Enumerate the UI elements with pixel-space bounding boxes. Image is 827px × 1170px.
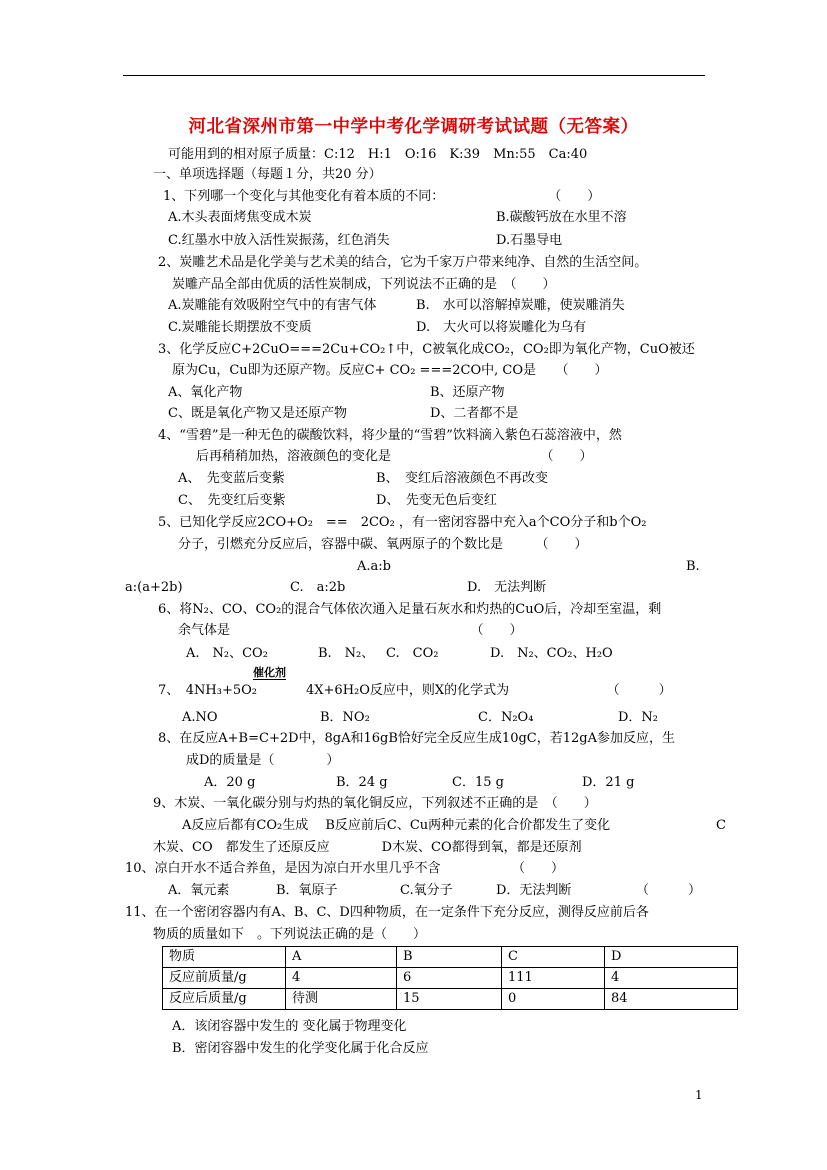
table-cell: 物质 bbox=[163, 947, 286, 968]
option-9cd: 木炭、CO 都发生了还原反应 D木炭、CO都得到氧，都是还原剂 bbox=[153, 840, 582, 855]
table-cell: 0 bbox=[502, 989, 605, 1010]
question-5: 5、已知化学反应2CO+O₂ == 2CO₂ ，有一密闭容器中充入a个CO分子和b个O₂ bbox=[158, 515, 647, 530]
table-cell: 4 bbox=[605, 968, 738, 989]
table-row bbox=[163, 989, 738, 1010]
option-8c: C．15 g bbox=[452, 775, 504, 790]
catalyst-label: 催化剂 bbox=[253, 666, 286, 679]
option-2d: D. 大火可以将炭雕化为乌有 bbox=[416, 320, 587, 335]
question-5-cont: 分子，引燃充分反应后，容器中碳、氧两原子的个数比是 （ ） bbox=[178, 537, 588, 552]
option-5b-label: B. bbox=[686, 559, 700, 574]
question-11-cont: 物质的质量如下 。下列说法正确的是（ ） bbox=[153, 927, 427, 942]
option-1c: C.红墨水中放入活性炭振荡，红色消失 bbox=[168, 233, 390, 248]
question-6: 6、将N₂、CO、CO₂的混合气体依次通入足量石灰水和灼热的CuO后，冷却至室温，剩 bbox=[158, 602, 662, 617]
option-10b: B．氧原子 bbox=[276, 883, 338, 898]
option-5b: a:(a+2b) bbox=[125, 580, 183, 595]
question-2-cont: 炭雕产品全部由优质的活性炭制成，下列说法不正确的是 （ ） bbox=[172, 277, 556, 292]
option-7c: C．N₂O₄ bbox=[478, 710, 534, 725]
question-7-left: 7、 4NH₃+5O₂ bbox=[158, 683, 257, 698]
option-6b: B. N₂、 bbox=[318, 646, 375, 661]
table-cell: 84 bbox=[605, 989, 738, 1010]
option-6c: C. CO₂ bbox=[386, 646, 439, 661]
option-9ab: A反应后都有CO₂生成 B反应前后C、Cu两种元素的化合价都发生了变化 bbox=[182, 818, 611, 833]
table-cell: C bbox=[502, 947, 605, 968]
question-3-cont: 原为Cu，Cu即为还原产物。反应C+ CO₂ ===2CO中, CO是 （ ） bbox=[172, 363, 608, 378]
option-4b: B、 变红后溶液颜色不再改变 bbox=[376, 471, 549, 486]
option-3c: C、既是氧化产物又是还原产物 bbox=[168, 406, 347, 421]
table-cell: 4 bbox=[286, 968, 397, 989]
header-rule bbox=[123, 75, 705, 76]
question-9: 9、木炭、一氧化碳分别与灼热的氧化铜反应，下列叙述不正确的是 （ ） bbox=[153, 796, 597, 811]
question-3: 3、化学反应C+2CuO===2Cu+CO₂↑中，C被氧化成CO₂，CO₂即为氧化产物，CuO被还 bbox=[158, 342, 695, 357]
option-7d: D．N₂ bbox=[618, 710, 659, 725]
option-8b: B．24 g bbox=[336, 775, 388, 790]
table-cell: 111 bbox=[502, 968, 605, 989]
table-cell: 6 bbox=[397, 968, 502, 989]
option-4a: A、 先变蓝后变紫 bbox=[178, 471, 285, 486]
option-4c: C、 先变红后变紫 bbox=[178, 493, 286, 508]
question-2: 2、炭雕艺术品是化学美与艺术美的结合，它为千家万户带来纯净、自然的生活空间。 bbox=[158, 255, 648, 270]
table-header-row bbox=[163, 947, 738, 968]
mass-table bbox=[162, 946, 738, 1010]
question-8: 8、在反应A+B=C+2D中，8gA和16gB恰好完全反应生成10gC，若12gA参加反应，生 bbox=[158, 731, 675, 746]
option-5a: A.a:b bbox=[357, 559, 391, 574]
question-11: 11、在一个密闭容器内有A、B、C、D四种物质，在一定条件下充分反应，测得反应前后各 bbox=[125, 905, 649, 920]
option-10d: D．无法判断 bbox=[496, 883, 572, 898]
page-number: 1 bbox=[695, 1088, 703, 1102]
option-11b: B．密闭容器中发生的化学变化属于化合反应 bbox=[172, 1041, 429, 1056]
option-8a: A．20 g bbox=[204, 775, 256, 790]
question-10: 10、凉白开水不适合养鱼，是因为凉白开水里几乎不含 （ ） bbox=[125, 861, 565, 876]
option-2c: C.炭雕能长期摆放不变质 bbox=[168, 320, 312, 335]
section-heading: 一、单项选择题（每题１分，共20 分） bbox=[153, 167, 382, 182]
option-7b: B．NO₂ bbox=[320, 710, 370, 725]
option-1d: D.石墨导电 bbox=[496, 233, 563, 248]
table-cell: 反应前质量/g bbox=[163, 968, 286, 989]
option-8d: D．21 g bbox=[582, 775, 635, 790]
option-5d: D. 无法判断 bbox=[467, 580, 547, 595]
option-7a: A.NO bbox=[182, 710, 218, 725]
option-1b: B.碳酸钙放在水里不溶 bbox=[496, 210, 627, 225]
table-cell: 反应后质量/g bbox=[163, 989, 286, 1010]
option-3b: B、还原产物 bbox=[430, 385, 505, 400]
option-3d: D、二者都不是 bbox=[430, 406, 519, 421]
question-7-right: 4X+6H₂O反应中，则X的化学式为 （ ） bbox=[306, 683, 672, 698]
table-cell: B bbox=[397, 947, 502, 968]
answer-blank-10: （ ） bbox=[636, 883, 702, 898]
question-1: 1、下列哪一个变化与其他变化有着本质的不同： （ ） bbox=[163, 189, 601, 204]
option-2a: A.炭雕能有效吸附空气中的有害气体 bbox=[168, 298, 377, 313]
option-3a: A、氧化产物 bbox=[168, 385, 243, 400]
table-cell: 待测 bbox=[286, 989, 397, 1010]
question-4-cont: 后再稍稍加热，溶液颜色的变化是 （ ） bbox=[196, 449, 593, 464]
table-cell: 15 bbox=[397, 989, 502, 1010]
question-4: 4、“雪碧”是一种无色的碳酸饮料，将少量的“雪碧”饮料滴入紫色石蕊溶液中，然 bbox=[158, 428, 622, 443]
question-8-cont: 成D的质量是（ ） bbox=[186, 753, 340, 768]
option-10c: C.氧分子 bbox=[400, 883, 453, 898]
page-title: 河北省深州市第一中学中考化学调研考试试题（无答案） bbox=[188, 117, 639, 137]
option-4d: D、 先变无色后变红 bbox=[376, 493, 497, 508]
question-6-cont: 余气体是 （ ） bbox=[178, 623, 523, 638]
table-row bbox=[163, 968, 738, 989]
atomic-masses: 可能用到的相对原子质量：C:12 H:1 O:16 K:39 Mn:55 Ca:40 bbox=[168, 147, 588, 162]
table-cell: A bbox=[286, 947, 397, 968]
option-2b: B. 水可以溶解掉炭雕，使炭雕消失 bbox=[416, 298, 625, 313]
option-11a: A．该闭容器中发生的 变化属于物理变化 bbox=[172, 1019, 407, 1034]
option-6a: A. N₂、CO₂ bbox=[186, 646, 268, 661]
table-cell: D bbox=[605, 947, 738, 968]
option-6d: D. N₂、CO₂、H₂O bbox=[490, 646, 613, 661]
option-9c-label: C bbox=[716, 818, 726, 833]
option-1a: A.木头表面烤焦变成木炭 bbox=[168, 210, 312, 225]
option-10a: A．氧元素 bbox=[168, 883, 230, 898]
option-5c: C. a:2b bbox=[290, 580, 346, 595]
